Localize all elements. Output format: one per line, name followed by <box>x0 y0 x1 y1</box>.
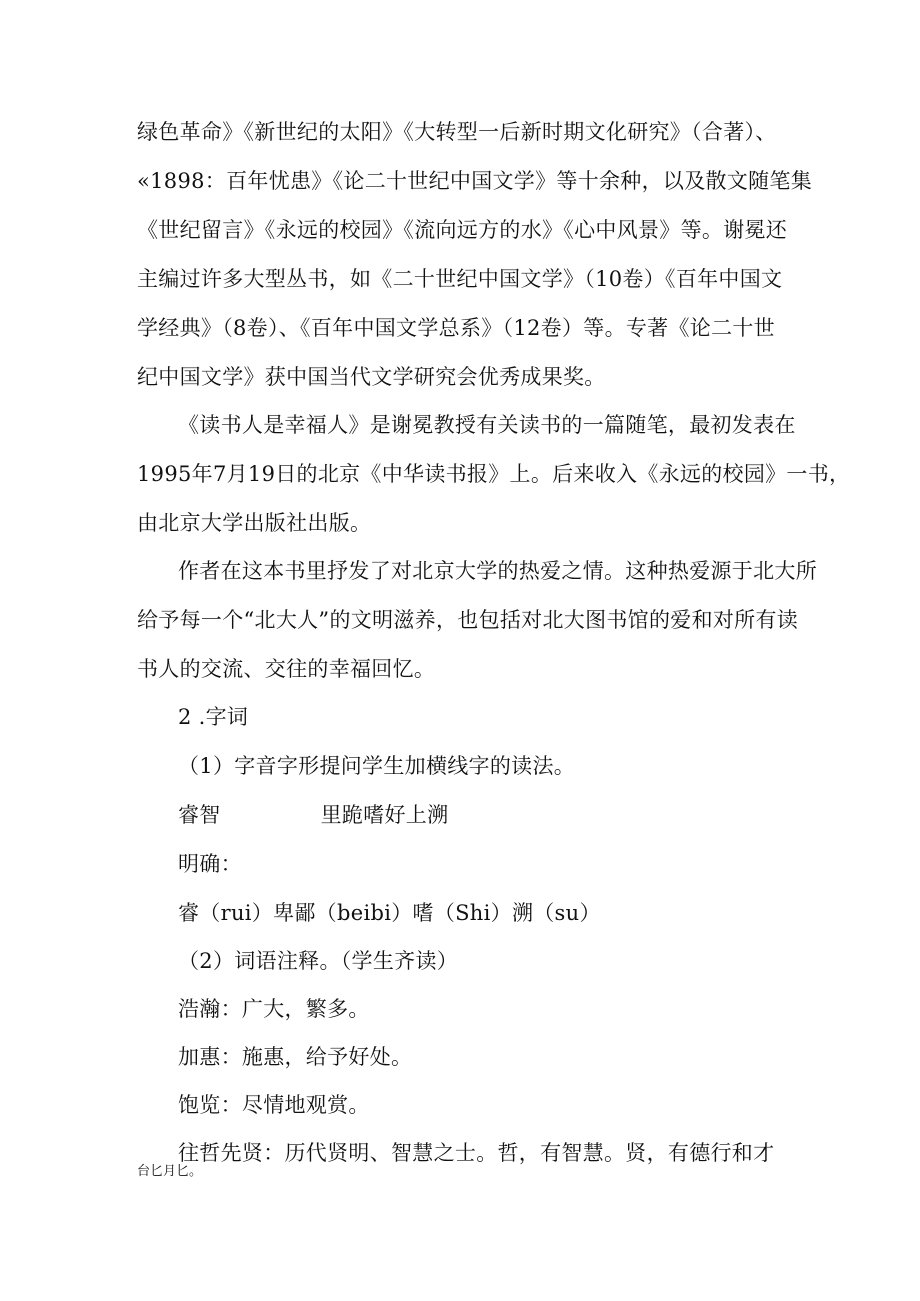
clarify-label: 明确： <box>178 852 242 876</box>
footer-fragment: 台匕月匕。 <box>137 1164 203 1179</box>
section-heading: 2 .字词 <box>178 705 249 729</box>
bio-line-6: 纪中国文学》获中国当代文学研究会优秀成果奖。 <box>137 365 606 389</box>
essay-line-2: 1995年7月19日的北京《中华读书报》上。后来收入《永远的校园》一书， <box>137 462 851 486</box>
essay-line-3: 由北京大学出版社出版。 <box>137 511 372 535</box>
bio-line-2: «1898：百年忧患》《论二十世纪中国文学》等十余种，以及散文随笔集 <box>137 169 812 193</box>
word-list-left: 睿智 <box>178 803 221 827</box>
definition-1: 浩瀚：广大，繁多。 <box>178 997 370 1021</box>
definition-2: 加惠：施惠，给予好处。 <box>178 1045 413 1069</box>
bio-line-4: 主编过许多大型丛书，如《二十世纪中国文学》（10卷）《百年中国文 <box>137 267 783 291</box>
definition-4: 往哲先贤：历代贤明、智慧之士。哲，有智慧。贤，有德行和才 <box>178 1141 775 1165</box>
book-line-2: 给予每一个“北大人”的文明滋养，也包括对北大图书馆的爱和对所有读 <box>137 608 799 632</box>
book-line-1: 作者在这本书里抒发了对北京大学的热爱之情。这种热爱源于北大所 <box>178 559 817 583</box>
book-line-3: 书人的交流、交往的幸福回忆。 <box>137 657 436 681</box>
bio-line-3: 《世纪留言》《永远的校园》《流向远方的水》《心中风景》等。谢冕还 <box>137 218 788 242</box>
word-list-right: 里跪嗜好上溯 <box>320 803 449 827</box>
essay-line-1: 《读书人是幸福人》是谢冕教授有关读书的一篇随笔，最初发表在 <box>178 413 796 437</box>
word-list <box>178 801 448 829</box>
definition-3: 饱览：尽情地观赏。 <box>178 1093 370 1117</box>
pinyin-line: 睿（rui）卑鄙（beibi）嗜（Shi）溯（su） <box>178 901 601 925</box>
bio-line-5: 学经典》（8卷）、《百年中国文学总系》（12卷）等。专著《论二十世 <box>137 316 775 340</box>
subsection-pronunciation: （1）字音字形提问学生加横线字的读法。 <box>178 754 576 778</box>
bio-line-1: 绿色革命》《新世纪的太阳》《大转型一后新时期文化研究》（合著）、 <box>137 120 777 144</box>
subsection-definitions: （2）词语注释。（学生齐读） <box>178 949 459 973</box>
